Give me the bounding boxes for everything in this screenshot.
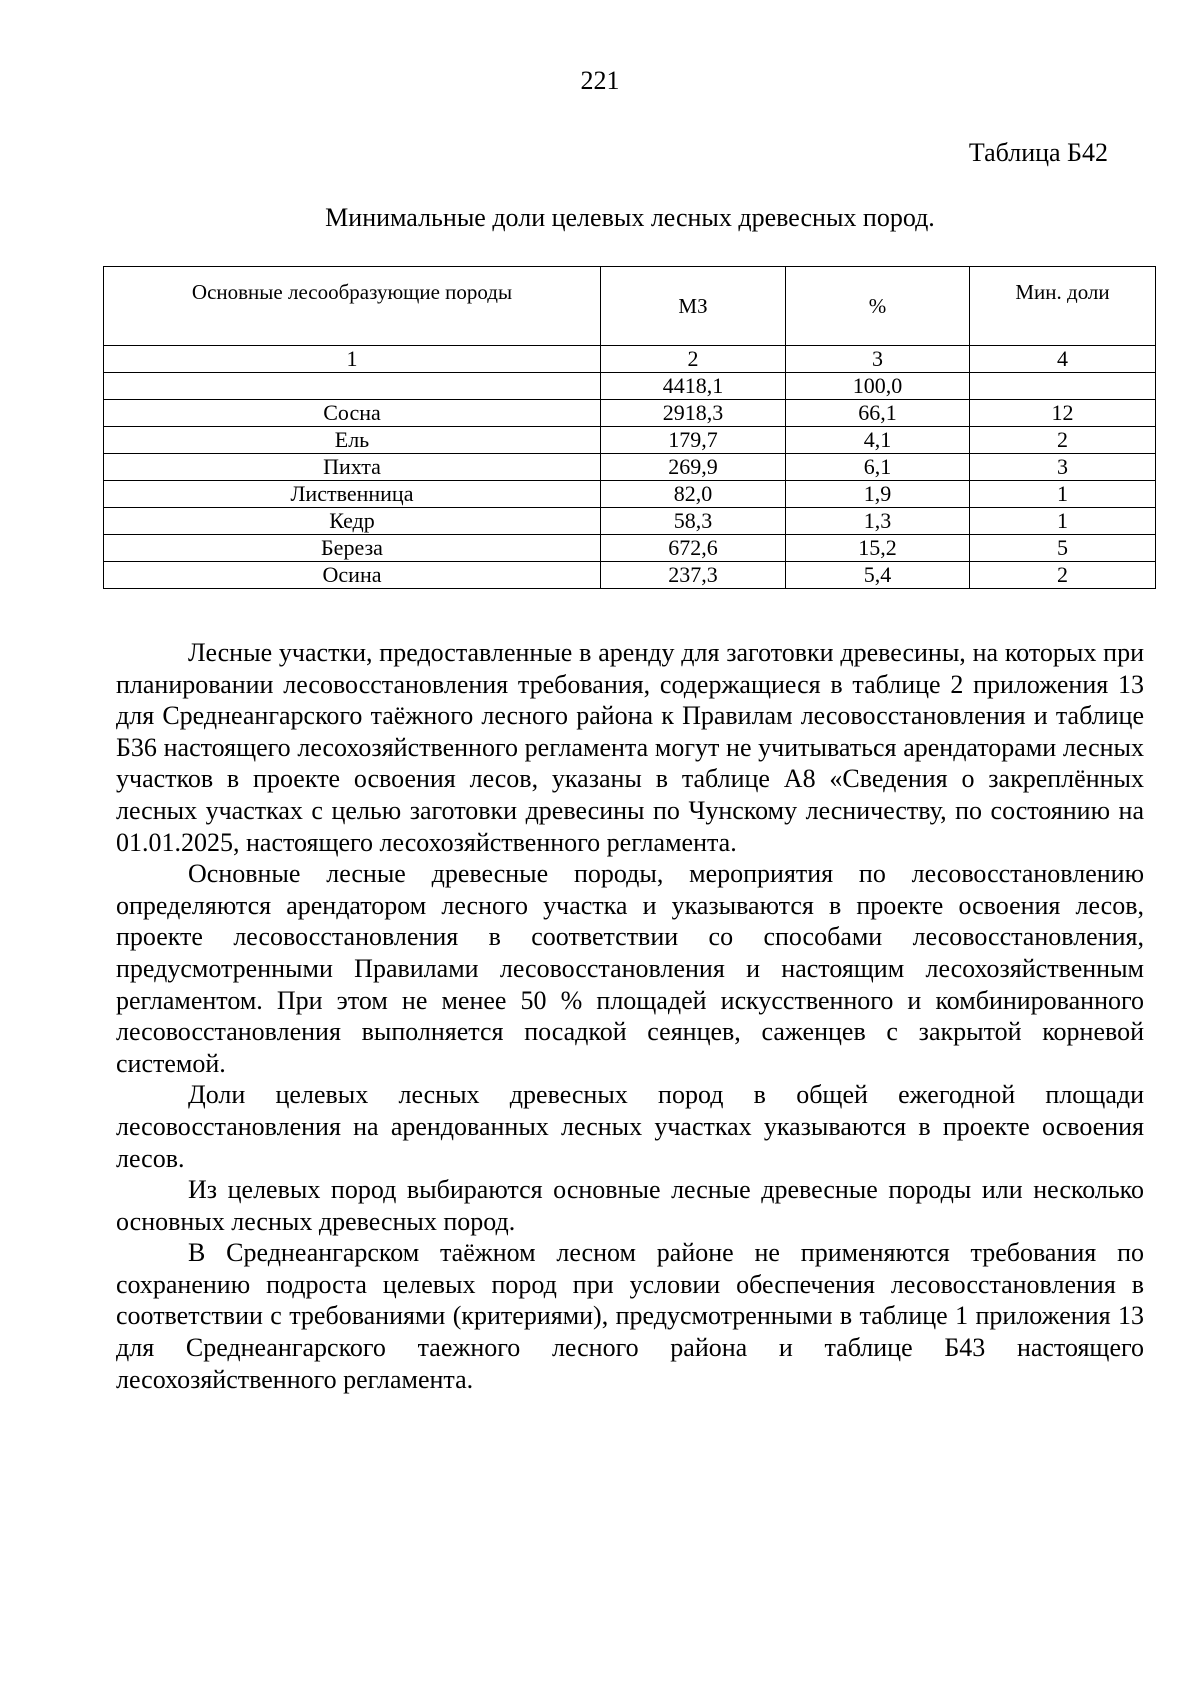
table-row xyxy=(104,427,1156,454)
cell-species xyxy=(104,373,601,400)
cell-min-share: 12 xyxy=(970,400,1156,427)
paragraph: Основные лесные древесные породы, мероприятия по лесовосстановлению определяются арендатором лесного участка и указываются в проекте освоения лесов, проекте лесовосстановления в соответствии со способами лесовосстановления, предусмотренными Правилами лесовосстановления и настоящим лесохозяйственным регламентом. При этом не менее 50 % площадей искусственного и комбинированного лесовосстановления выполняется посадкой сеянцев, саженцев с закрытой корневой системой. xyxy=(116,859,1144,1078)
cell-volume: 237,3 xyxy=(601,562,786,589)
paragraph: Доли целевых лесных древесных пород в общей ежегодной площади лесовосстановления на арендованных лесных участках указываются в проекте освоения лесов. xyxy=(116,1080,1144,1173)
table-row xyxy=(104,481,1156,508)
cell-percent: 66,1 xyxy=(786,400,970,427)
body-text xyxy=(116,637,1144,1395)
column-number-row xyxy=(104,346,1156,373)
table-row xyxy=(104,562,1156,589)
cell-min-share: 3 xyxy=(970,454,1156,481)
cell-min-share: 2 xyxy=(970,427,1156,454)
header-min-share: Мин. доли xyxy=(970,267,1156,346)
table-row xyxy=(104,454,1156,481)
cell-volume: 82,0 xyxy=(601,481,786,508)
cell-species: Ель xyxy=(104,427,601,454)
column-number: 2 xyxy=(601,346,786,373)
table-row xyxy=(104,400,1156,427)
cell-percent: 1,3 xyxy=(786,508,970,535)
cell-volume: 4418,1 xyxy=(601,373,786,400)
header-percent: % xyxy=(786,267,970,346)
species-share-table xyxy=(103,266,1156,589)
cell-species: Береза xyxy=(104,535,601,562)
cell-min-share: 2 xyxy=(970,562,1156,589)
cell-min-share xyxy=(970,373,1156,400)
cell-percent: 6,1 xyxy=(786,454,970,481)
cell-min-share: 5 xyxy=(970,535,1156,562)
header-species: Основные лесообразующие породы xyxy=(104,267,601,346)
paragraph: Лесные участки, предоставленные в аренду для заготовки древесины, на которых при планировании лесовосстановления требования, содержащиеся в таблице 2 приложения 13 для Среднеангарского таёжного лесного района к Правилам лесовосстановления и таблице Б36 настоящего лесохозяйственного регламента могут не учитываться арендаторами лесных участков в проекте освоения лесов, указаны в таблице А8 «Сведения о закреплённых лесных участках с целью заготовки древесины по Чунскому лесничеству, по состоянию на 01.01.2025, настоящего лесохозяйственного регламента. xyxy=(116,638,1144,857)
column-number: 1 xyxy=(104,346,601,373)
cell-volume: 2918,3 xyxy=(601,400,786,427)
cell-species: Пихта xyxy=(104,454,601,481)
cell-percent: 5,4 xyxy=(786,562,970,589)
table-header-row xyxy=(104,267,1156,346)
cell-volume: 269,9 xyxy=(601,454,786,481)
cell-volume: 179,7 xyxy=(601,427,786,454)
cell-species: Сосна xyxy=(104,400,601,427)
column-number: 3 xyxy=(786,346,970,373)
cell-percent: 1,9 xyxy=(786,481,970,508)
cell-percent: 4,1 xyxy=(786,427,970,454)
paragraph: Из целевых пород выбираются основные лесные древесные породы или несколько основных лесных древесных пород. xyxy=(116,1175,1144,1236)
cell-min-share: 1 xyxy=(970,481,1156,508)
paragraph: В Среднеангарском таёжном лесном районе не применяются требования по сохранению подроста целевых пород при условии обеспечения лесовосстановления в соответствии с требованиями (критериями), предусмотренными в таблице 1 приложения 13 для Среднеангарского таежного лесного района и таблице Б43 настоящего лесохозяйственного регламента. xyxy=(116,1238,1144,1394)
cell-volume: 672,6 xyxy=(601,535,786,562)
cell-percent: 15,2 xyxy=(786,535,970,562)
cell-species: Лиственница xyxy=(104,481,601,508)
cell-volume: 58,3 xyxy=(601,508,786,535)
column-number: 4 xyxy=(970,346,1156,373)
header-volume: МЗ xyxy=(601,267,786,346)
cell-species: Осина xyxy=(104,562,601,589)
cell-percent: 100,0 xyxy=(786,373,970,400)
table-row xyxy=(104,535,1156,562)
cell-min-share: 1 xyxy=(970,508,1156,535)
page-number: 221 xyxy=(580,66,620,95)
table-title: Минимальные доли целевых лесных древесных пород. xyxy=(325,203,935,232)
table-row xyxy=(104,508,1156,535)
table-label: Таблица Б42 xyxy=(968,138,1108,167)
table-row xyxy=(104,373,1156,400)
cell-species: Кедр xyxy=(104,508,601,535)
